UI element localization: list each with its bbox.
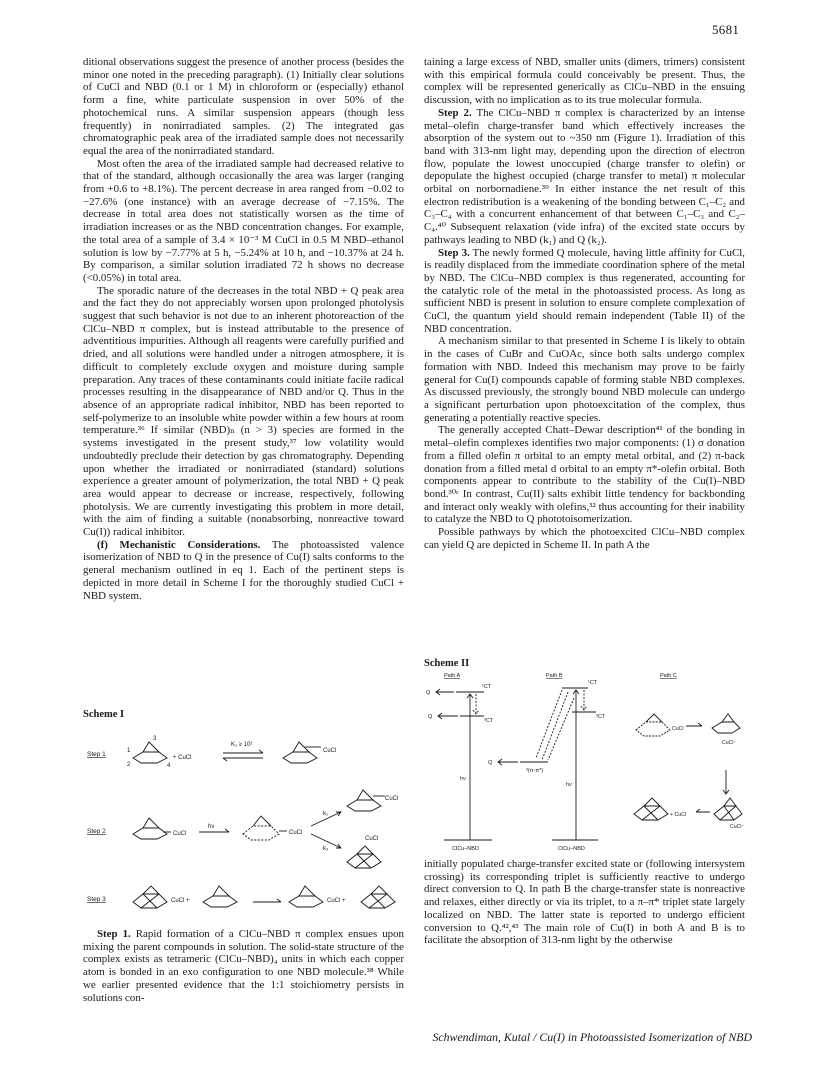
equilibrium-constant: K₁ ≥ 10²	[231, 742, 253, 748]
paragraph: A mechanism similar to that presented in Scheme I is likely to obtain in the cases of CuBr and CuOAc, since both salts undergo complex formation with NBD. Indeed this mechanism may prove to be fairly general for Cu(I) compounds capable of forming stable NBD complexes. As discussed previously, the strongly bound NBD molecule can undergo a significant perturbation upon photoexcitation of the complex, thus generating a potentially reactive species.	[424, 335, 745, 424]
scheme-1-label: Scheme I	[83, 709, 125, 720]
triplet-ct-label: ³CT	[484, 718, 494, 724]
quadricyclane-complex	[133, 886, 167, 908]
quadricyclane-complex	[347, 846, 381, 868]
path-c-label: Path C	[660, 673, 677, 679]
triplet-ct-label: ³CT	[596, 714, 606, 720]
path-b-label: Path B	[546, 673, 563, 679]
paragraph: The generally accepted Chatt–Dewar description⁴¹ of the bonding in metal–olefin complexes identifies two major components: (1) σ donation from a filled olefin π orbital to an empty metal orbital, and (2) π-back donation from a filled metal d orbital to an empty π*-olefin orbital. Both components appear to contribute to the stability of the Cu(I)–NBD bond.³⁰ᶜ In contrast, Cu(II) salts exhibit little tendency for backbonding and interact only weakly with olefins,³² thus accounting for their inability to catalyze the NBD to Q phototoisomerization.	[424, 424, 745, 526]
reagent-label: + CuCl	[670, 812, 687, 818]
atom-number-1: 1	[127, 748, 131, 754]
photon-label: hν	[566, 782, 572, 788]
paragraph: taining a large excess of NBD, smaller units (dimers, trimers) consistent with this empirical formula could conceivably be present. Thus, the complex will be represented generically as ClCu–NBD in the ensuing discussion, with no implication as to its true molecular formula.	[424, 56, 745, 107]
left-column-bottom	[83, 928, 404, 1004]
q-label: Q	[428, 714, 433, 720]
ground-state-label: ClCu–NBD	[452, 846, 479, 852]
photon-label: hν	[460, 776, 466, 782]
reagent-label: CuCl +	[171, 898, 190, 904]
scheme-2-figure	[424, 670, 746, 856]
cucl-label: CuCl	[289, 830, 303, 836]
path-a-diagram	[436, 689, 492, 840]
atom-number-3: 3	[153, 736, 157, 742]
ground-state-label: ClCu–NBD	[558, 846, 585, 852]
excited-complex	[243, 816, 287, 840]
path-b-diagram	[498, 688, 598, 840]
cucl-radical-label: CuCl⁻	[722, 740, 737, 746]
cucl-nbd-complex	[289, 886, 323, 907]
step-heading: Step 1.	[97, 928, 131, 940]
step-heading: Step 3.	[438, 246, 470, 259]
paragraph	[83, 928, 404, 1004]
triplet-pi-label: ³(π-π*)	[526, 768, 544, 774]
right-column-bottom	[424, 858, 745, 947]
scheme-1-step-2-label: Step 2	[87, 828, 106, 835]
cucl-label: CuCl	[672, 726, 684, 732]
paragraph	[424, 247, 745, 336]
rate-constant-k1: k₁	[323, 811, 329, 817]
cucl-label: CuCl	[365, 836, 379, 842]
cucl-nbd-complex	[133, 818, 171, 839]
photon-label: hν	[208, 824, 215, 830]
path-a-label: Path A	[444, 673, 461, 679]
page-number: 5681	[712, 22, 740, 37]
paragraph: The sporadic nature of the decreases in the total NBD + Q peak area and the fact they do not appreciably worsen upon prolonged photolysis suggest that such behavior is not due to an inherent photoreaction of the ClCu–NBD π complex, but is instead attributable to the presence of adventitious impurities. Although all reagents were carefully purified and dried, and all solutions were handled under a nitrogen atmosphere, it is difficult to completely exclude oxygen and moisture during sample preparation. Any traces of these contaminants could initiate facile radical processes resulting in the disappearance of NBD and/or Q. Thus in the absence of an appropriate radical inhibitor, NBD has been reported to self-polymerize to an insoluble white powder within a few hours at room temperature.³⁶ If similar (NBD)ₙ (n > 3) species are formed in the systems investigated in the present study,³⁷ low volatility would undoubtedly preclude their detection by gas chromatography. Depending upon whether the irradiated or nonirradiated (standard) solutions experience a greater amount of polymerization, the total NBD + Q peak area would appear to decrease or increase, respectively, following photolysis. We are currently investigating this problem in more detail, with the aim of finding a suitable (nonabsorbing, nonreactive toward Cu(I)) radical inhibitor.	[83, 284, 404, 539]
reagent-label: CuCl +	[327, 898, 346, 904]
paragraph	[424, 107, 745, 247]
scheme-1-step-3-label: Step 3	[87, 896, 106, 903]
section-heading: (f) Mechanistic Considerations.	[97, 538, 261, 551]
paragraph-text: The ClCu–NBD π complex is characterized by an intense metal–olefin charge-transfer band which effectively increases the absorption of the system out to ~350 nm (Figure 1). Irradiation of this band with 313-nm light may, depending upon the direction of electron flow, populate the lowest unoccupied (charge transfer to olefin) or depopulate the highest occupied (charge transfer to metal) π molecular orbital on norbornadiene.³⁹ In either instance the net result of this electron redistribution is a weakening of the bonding between C₁–C₂ and C₃–C₄ with a concurrent enhancement of that between C₁–C₃ and C₂–C₄.⁴⁰ Subsequent relaxation (vide infra) of the excited state occurs by pathways leading to NBD (k₁) and Q (k₂).	[424, 106, 745, 246]
nbd-molecule	[133, 742, 167, 763]
nbd-molecule	[203, 886, 237, 907]
cucl-nbd-complex	[283, 742, 321, 763]
paragraph: Most often the area of the irradiated sample had decreased relative to that of the standard, although occasionally the area was larger (ranging from +0.6 to +8.1%). The percent decrease in area ranged from −0.02 to −27.6% (one instance) with an average decrease of −7.15%. The decrease in total area does not statistically worsen as the time of irradiation increases or as the NBD concentration changes. For example, the total area of a sample of 3.4 × 10⁻³ M CuCl in 0.5 M NBD–ethanol solution is low by −7.77% at 5 h, −5.24% at 10 h, and −10.37% at 24 h. By comparison, a similar solution irradiated 72 h shows no decrease (<0.05%) in total area.	[83, 157, 404, 284]
paragraph	[83, 539, 404, 603]
cucl-radical-label: CuCl⁻	[730, 824, 745, 830]
right-column	[424, 56, 745, 551]
scheme-1-step-1-label: Step 1	[87, 751, 106, 758]
reagent-label: + CuCl	[173, 755, 192, 761]
cucl-label: CuCl	[173, 831, 187, 837]
cucl-label: CuCl	[323, 748, 337, 754]
path-c-diagram	[634, 714, 742, 820]
rate-constant-k2: k₂	[323, 846, 329, 852]
scheme-1-figure	[83, 722, 405, 916]
branch-arrows	[311, 812, 341, 848]
atom-number-2: 2	[127, 762, 131, 768]
paragraph-text: Rapid formation of a ClCu–NBD π complex ensues upon mixing the parent compounds in solution. The solid-state structure of the complex exists as tetrameric (ClCu–NBD)₄ units in which each copper atom is bonded in an exo configuration to one NBD molecule.³⁸ While we earlier presented evidence that the 1:1 stoichiometry persists in solutions con-	[83, 928, 405, 1004]
singlet-ct-label: ¹CT	[588, 680, 598, 686]
reaction-arrow	[253, 899, 281, 902]
equilibrium-arrow	[223, 750, 263, 761]
quadricyclane-molecule	[361, 886, 395, 908]
q-label: Q	[426, 690, 431, 696]
scheme-2-label: Scheme II	[424, 658, 470, 669]
cucl-label: CuCl	[385, 796, 399, 802]
nbd-product-complex	[347, 790, 385, 811]
q-label: Q	[488, 760, 493, 766]
paragraph: initially populated charge-transfer excited state or (following intersystem crossing) its corresponding triplet is sufficiently reactive to undergo direct conversion to Q. In path B the charge-transfer state is nonreactive and relaxes, either directly or via its triplet, to a π–π* triplet state largely localized on NBD. The latter state is reported to undergo efficient conversion to Q.⁴²,⁴³ The main role of Cu(I) in both A and B is to facilitate the absorption of 313-nm light by the otherwise	[424, 858, 745, 947]
running-footer: Schwendiman, Kutal / Cu(I) in Photoassisted Isomerization of NBD	[432, 1030, 752, 1044]
left-column	[83, 56, 404, 602]
singlet-ct-label: ¹CT	[482, 684, 492, 690]
paragraph-text: The newly formed Q molecule, having little affinity for CuCl, is readily displaced from the immediate coordination sphere of the metal by NBD. The ClCu–NBD complex is thus regenerated, accounting for the catalytic role of the metal in the photoassisted process. As long as sufficient NBD is present in solution to ensure complete complexation of CuCl, the quantum yield should remain independent (Table II) of the NBD concentration.	[424, 246, 745, 335]
paragraph-text: The photoassisted valence isomerization of NBD to Q in the presence of Cu(I) salts conforms to the general mechanism outlined in eq 1. Each of the pertinent steps is depicted in more detail in Scheme I for the thoroughly studied CuCl + NBD system.	[83, 538, 405, 602]
atom-number-4: 4	[167, 763, 171, 769]
paragraph: ditional observations suggest the presence of another process (besides the minor one noted in the preceding paragraph). (1) Initially clear solutions of CuCl and NBD (0.1 or 1 M) in chloroform or (especially) ethanol form a fine, white particulate suspension in over 50% of the photochemical runs. A similar suspension appears (though less frequently) in nonirradiated samples. (2) The integrated gas chromatographic peak area of the irradiated sample does not necessarily equal the area of the nonirradiated standard.	[83, 56, 404, 157]
paragraph: Possible pathways by which the photoexcited ClCu–NBD complex can yield Q are depicted in Scheme II. In path A the	[424, 526, 745, 551]
step-heading: Step 2.	[438, 106, 472, 119]
